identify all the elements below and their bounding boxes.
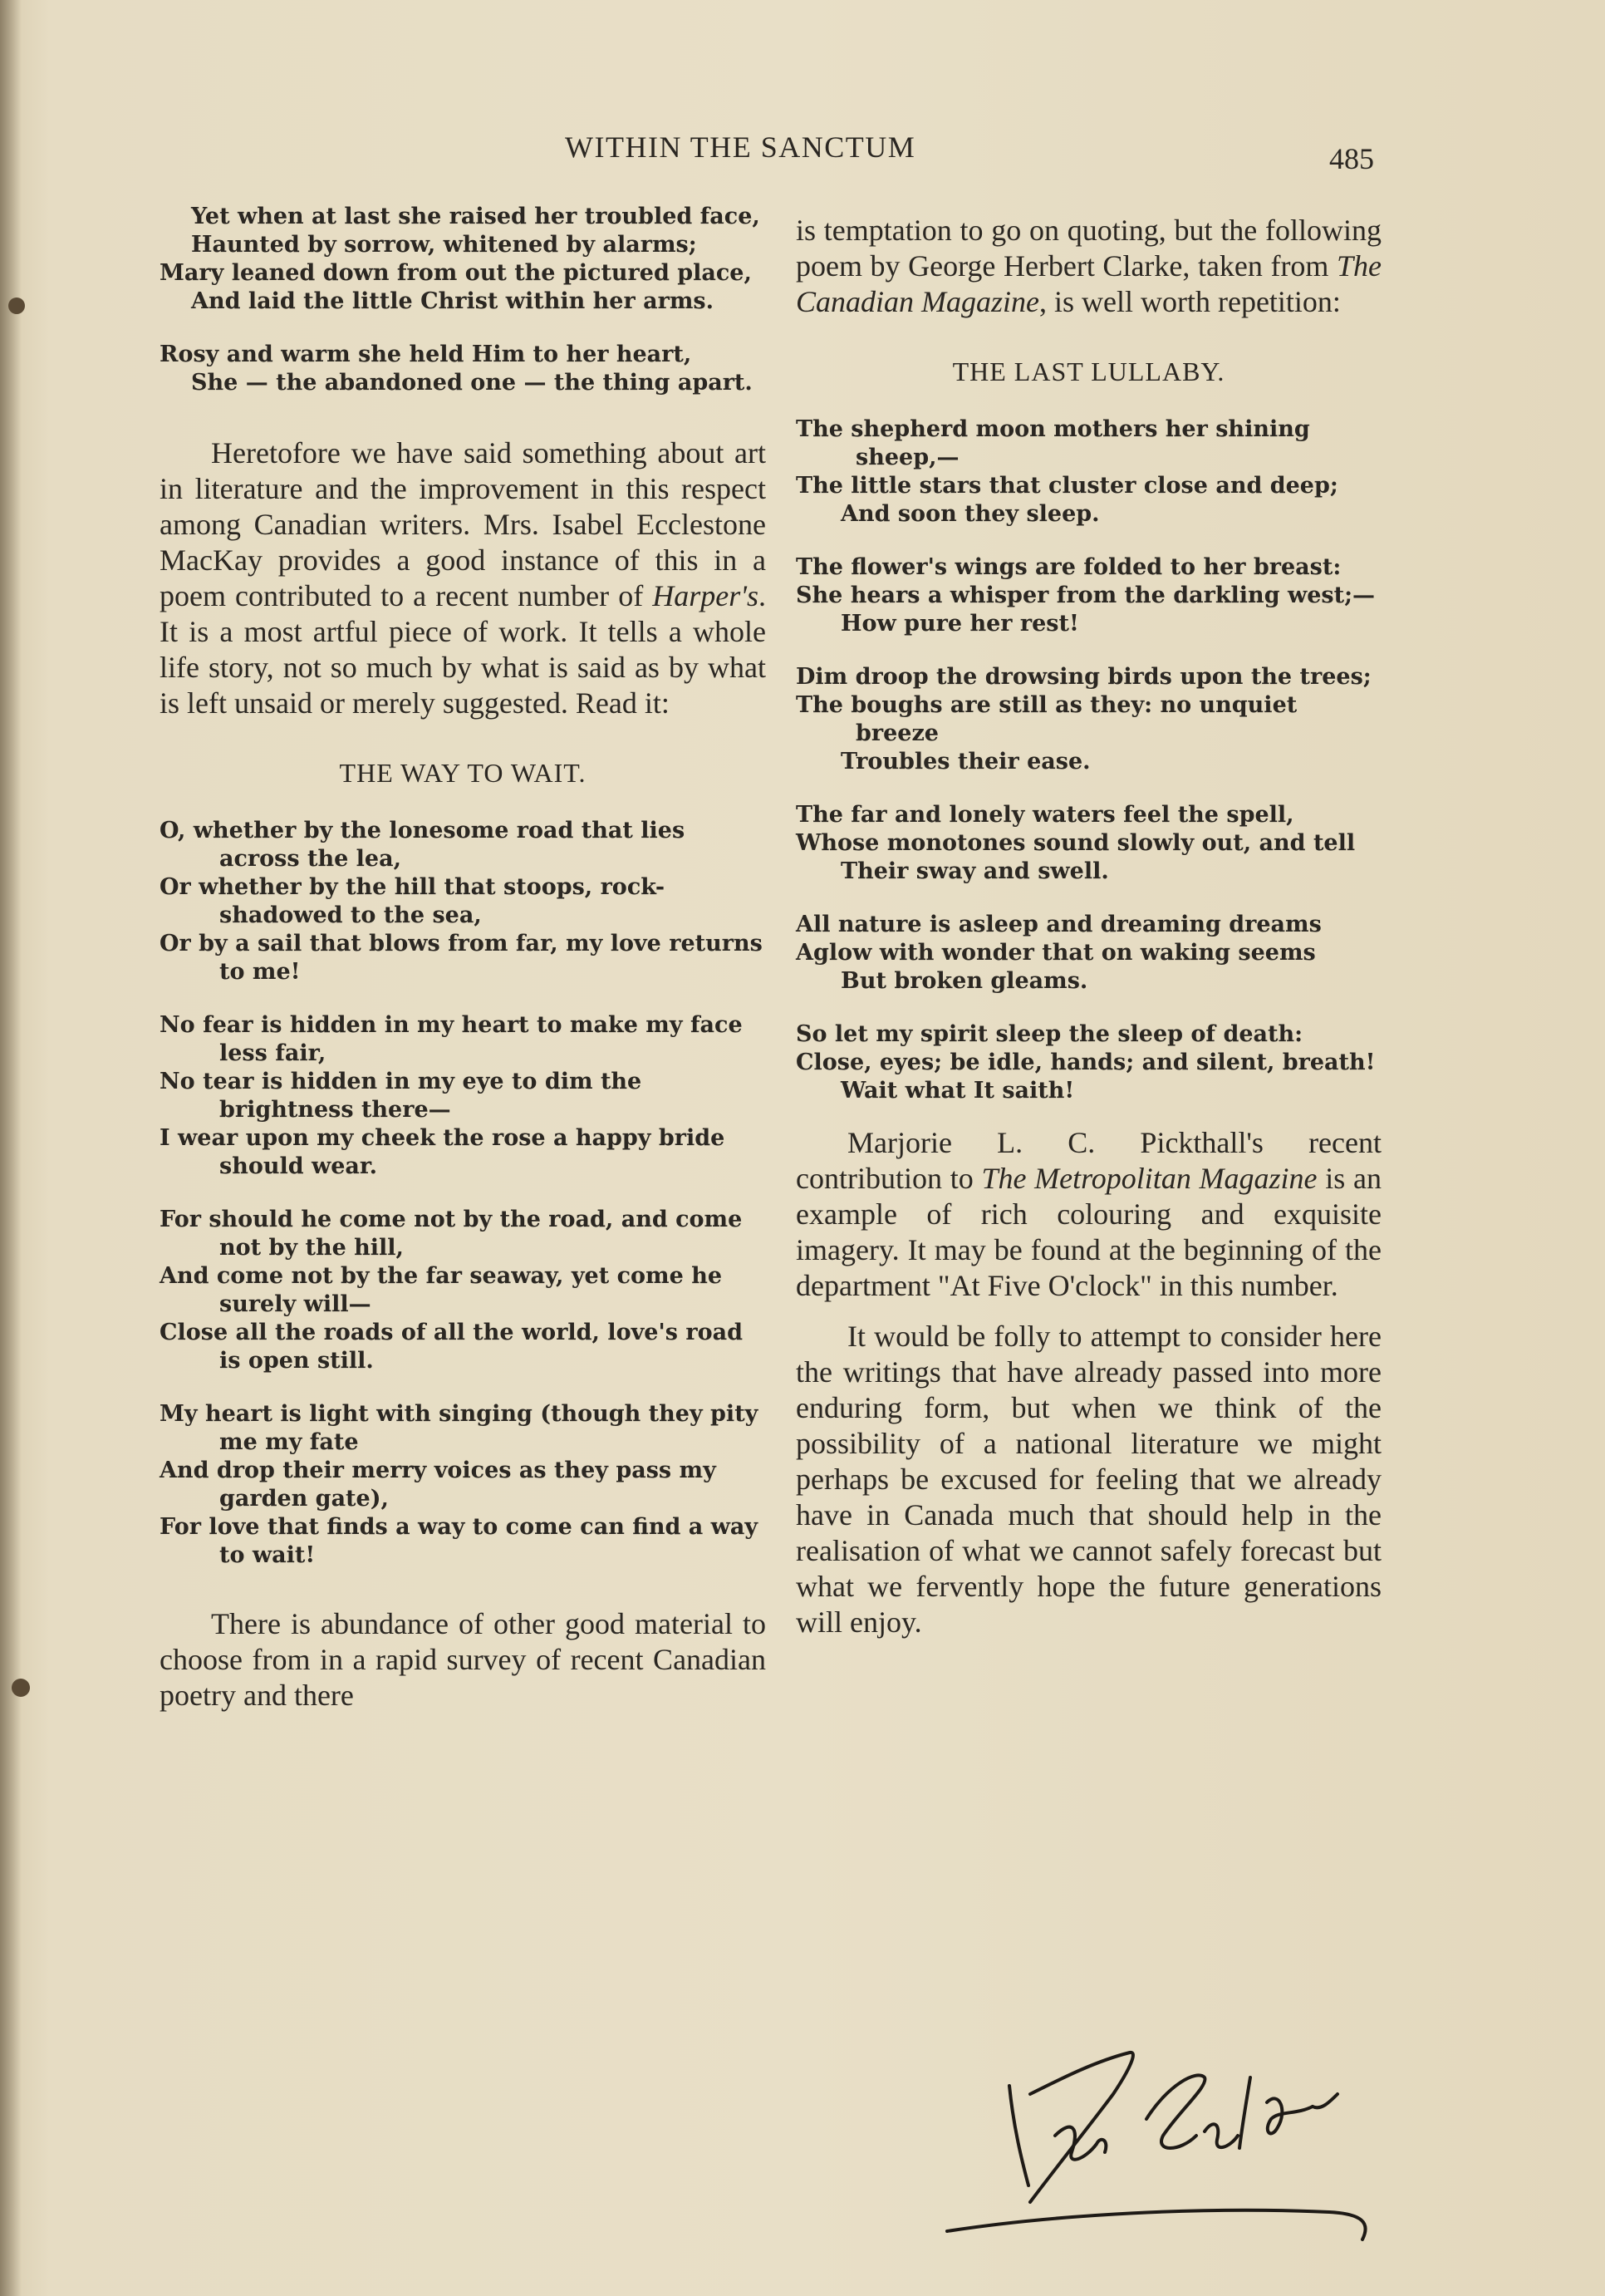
header-title: WITHIN THE SANCTUM [565,130,916,164]
left-column [160,203,766,1713]
poem-line: Aglow with wonder that on waking seems [796,940,1316,966]
italic-title: The Canadian Magazine [796,249,1382,318]
poem-line: Wait what It saith! [841,1078,1075,1104]
poem-line: And soon they sleep. [841,501,1100,527]
paragraph: There is abundance of other good material to choose from in a rapid survey of recent Canadian poetry and there [160,1607,766,1712]
poem-line: I wear upon my cheek the rose a happy bride should wear. [160,1125,725,1179]
poem-line: But broken gleams. [841,968,1088,994]
poem-line: For should he come not by the road, and come not by the hill, [160,1207,743,1261]
poem-line: All nature is asleep and dreaming dreams [796,912,1322,937]
poem-line: So let my spirit sleep the sleep of death: [796,1021,1303,1047]
editor-signature [930,2028,1396,2244]
poem-stanza [796,415,1382,529]
ink-spot [8,297,25,314]
poem-line: Close all the roads of all the world, love's road is open still. [160,1320,743,1374]
poem-stanza [160,817,766,986]
poem-line: The shepherd moon mothers her shining sheep,— [796,416,1310,470]
poem-stanza [160,341,766,397]
poem-line: Close, eyes; be idle, hands; and silent, breath! [796,1050,1376,1075]
page-number: 485 [1329,142,1374,175]
poem-line: Rosy and warm she held Him to her heart, [160,342,692,367]
poem-line: Their sway and swell. [841,858,1109,884]
poem-line: She hears a whisper from the darkling west;— [796,583,1376,608]
binding-gutter [0,0,22,2296]
poem-line: The little stars that cluster close and deep; [796,473,1338,499]
poem-line: The far and lonely waters feel the spell, [796,802,1294,828]
poem-line: Mary leaned down from out the pictured place, [160,260,752,286]
paragraph: Marjorie L. C. Pickthall's recent contribution to The Metropolitan Magazine is an example of rich colouring and exquisite imagery. It may be found at the beginning of the department "At Five O'clock" in this number. [796,1126,1382,1302]
poem-line: The flower's wings are folded to her breast: [796,554,1342,580]
poem-stanza [796,1020,1382,1105]
italic-title: Harper's [652,579,758,612]
poem-line: Or by a sail that blows from far, my love returns to me! [160,931,763,985]
paragraph: It would be folly to attempt to consider here the writings that have already passed into more enduring form, but when we think of the possibility of a national literature we might perhaps be excused for feeling that we already have in Canada much that should help in the realisation of what we cannot safely forecast but what we fervently hope the future generations will enjoy. [796,1320,1382,1639]
poem-line: My heart is light with singing (though they pity me my fate [160,1401,758,1455]
poem-stanza [160,1206,766,1375]
poem-stanza [796,553,1382,638]
right-column [796,213,1382,1640]
poem-line: And come not by the far seaway, yet come he surely will— [160,1263,723,1317]
poem-line: O, whether by the lonesome road that lies across the lea, [160,818,685,872]
poem-stanza [796,801,1382,886]
poem-line: And laid the little Christ within her arms. [191,288,714,314]
poem-line: Haunted by sorrow, whitened by alarms; [191,232,697,258]
poem-stanza [160,1011,766,1181]
poem-line: How pure her rest! [841,611,1079,637]
poem-line: No tear is hidden in my eye to dim the brightness there— [160,1069,642,1123]
paragraph: is temptation to go on quoting, but the following poem by George Herbert Clarke, taken from The Canadian Magazine, is well worth repetition: [796,214,1382,318]
poem-stanza [796,663,1382,776]
poem-title: THE LAST LULLABY. [952,356,1225,386]
poem-line: Troubles their ease. [841,749,1091,774]
poem-title: THE WAY TO WAIT. [339,758,587,788]
poem-stanza [160,203,766,316]
ink-spot [12,1679,30,1697]
poem-line: No fear is hidden in my heart to make my face less fair, [160,1012,743,1066]
poem-line: Yet when at last she raised her troubled face, [191,204,760,229]
poem-line: And drop their merry voices as they pass my garden gate), [160,1458,716,1512]
poem-line: Or whether by the hill that stoops, rock-shadowed to the sea, [160,874,665,928]
poem-line: The boughs are still as they: no unquiet breeze [796,692,1298,746]
poem-line: For love that finds a way to come can find a way to wait! [160,1514,758,1568]
poem-stanza [796,911,1382,996]
italic-title: The Metropolitan Magazine [981,1162,1318,1195]
poem-line: She — the abandoned one — the thing apart. [191,370,753,396]
poem-line: Dim droop the drowsing birds upon the trees; [796,664,1372,690]
paragraph: Heretofore we have said something about art in literature and the improvement in this respect among Canadian writers. Mrs. Isabel Ecclestone MacKay provides a good instance of this in a poem contributed to a recent number of Harper's. It is a most artful piece of work. It tells a whole life story, not so much by what is said as by what is left unsaid or merely suggested. Read it: [160,436,766,720]
poem-line: Whose monotones sound slowly out, and tell [796,830,1356,856]
poem-stanza [160,1400,766,1570]
